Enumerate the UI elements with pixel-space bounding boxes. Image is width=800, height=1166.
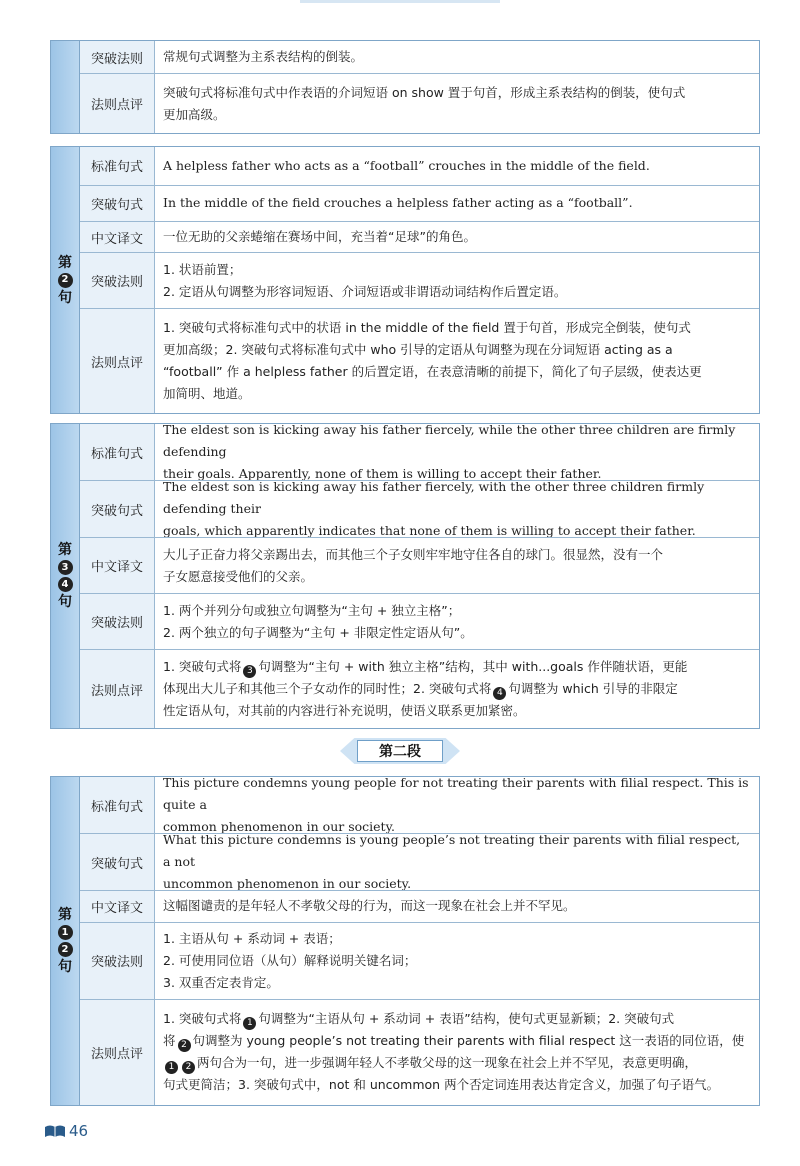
row-content: 常规句式调整为主系表结构的倒装。 — [163, 49, 364, 64]
table-row — [80, 922, 759, 999]
sentence-2-table — [50, 146, 760, 414]
table-row — [80, 537, 759, 593]
table-row — [80, 649, 759, 728]
side-label-sentence-1-2: 第 1 2 句 — [51, 777, 80, 1105]
sentence-1-2-table — [50, 776, 760, 1106]
row-content: 一位无助的父亲蜷缩在赛场中间，充当着“足球”的角色。 — [163, 229, 476, 245]
row-content: A helpless father who acts as a “football” crouches in the middle of the field. — [163, 157, 650, 173]
row-content: 1. 突破句式将 3 句调整为“主句 + with 独立主格”结构，其中 with...goals 作伴随状语，更能 体现出大儿子和其他三个子女动作的同时性；2. 突破句式将 4 句调整为 which 引导的非限定 性定语从句，对其前的内容进行补充说明，使语义联系更加紧密。 — [163, 659, 688, 719]
table-row — [80, 41, 759, 73]
row-label: 突破法则 — [80, 594, 155, 649]
row-content: The eldest son is kicking away his father fiercely, with the other three children firmly defending their goals, which apparently indicates that none of them is willing to accept their father. — [163, 479, 705, 538]
row-label: 中文译文 — [80, 538, 155, 593]
top-decoration — [300, 0, 500, 3]
row-label: 中文译文 — [80, 222, 155, 252]
row-content: 大儿子正奋力将父亲踢出去，而其他三个子女则牢牢地守住各自的球门。很显然，没有一个 子女愿意接受他们的父亲。 — [163, 546, 664, 584]
side-label-empty — [51, 41, 80, 133]
row-content: 1. 突破句式将 1 句调整为“主语从句 + 系动词 + 表语”结构，使句式更显新颖；2. 突破句式 将 2 句调整为 young people’s not treating their parents with filial respect 这一表语的同位语，使 1 2 两句合为一句，进一步强调年轻人不孝敬父母的这一现象在社会上并不罕见，表意更明确， 句式更简洁；3. 突破句式中，not 和 uncommon 两个否定词连用表达肯定含义，加强了句子语气。 — [163, 1011, 745, 1093]
row-content: 1. 状语前置； 2. 定语从句调整为形容词短语、介词短语或非谓语动词结构作后置定语。 — [163, 261, 567, 299]
table-row — [80, 221, 759, 252]
row-label: 法则点评 — [80, 74, 155, 133]
table-row — [80, 777, 759, 833]
table-row — [80, 185, 759, 222]
circled-number: 1 — [243, 1017, 256, 1030]
table-row — [80, 73, 759, 133]
row-label: 标准句式 — [80, 147, 155, 185]
row-label: 标准句式 — [80, 424, 155, 480]
row-label: 突破法则 — [80, 253, 155, 308]
row-label: 突破句式 — [80, 834, 155, 890]
table-row — [80, 890, 759, 922]
row-label: 法则点评 — [80, 309, 155, 413]
table-row — [80, 480, 759, 537]
section-title: 第二段 — [340, 738, 460, 764]
circled-number: 1 — [58, 925, 73, 940]
row-label: 中文译文 — [80, 891, 155, 922]
row-content: In the middle of the field crouches a helpless father acting as a “football”. — [163, 195, 633, 211]
circled-number: 4 — [58, 577, 73, 592]
table-row — [80, 252, 759, 308]
row-label: 法则点评 — [80, 1000, 155, 1105]
circled-number: 2 — [178, 1039, 191, 1052]
row-label: 标准句式 — [80, 777, 155, 833]
row-label: 突破法则 — [80, 923, 155, 999]
circled-number: 3 — [58, 560, 73, 575]
circled-number: 4 — [493, 687, 506, 700]
row-content: What this picture condemns is young people’s not treating their parents with filial respect, a not uncommon phenomenon in our society. — [163, 832, 741, 891]
table-row — [80, 593, 759, 649]
rule-table-continued — [50, 40, 760, 134]
side-label-sentence-3-4: 第 3 4 句 — [51, 424, 80, 728]
row-label: 突破法则 — [80, 41, 155, 73]
row-label: 突破句式 — [80, 186, 155, 222]
row-content: 这幅图谴责的是年轻人不孝敬父母的行为，而这一现象在社会上并不罕见。 — [163, 898, 576, 914]
row-content: 1. 突破句式将标准句式中的状语 in the middle of the field 置于句首，形成完全倒装，使句式 更加高级；2. 突破句式将标准句式中 who 引导的定语从句调整为现在分词短语 acting as a “football” 作 a helpless father 的后置定语，在表意清晰的前提下，简化了句子层级，使表达更 加简明、地道。 — [163, 320, 702, 402]
row-content: The eldest son is kicking away his father fiercely, while the other three children are firmly defending their goals. Apparently, none of them is willing to accept their father. — [163, 422, 736, 481]
row-content: 1. 两个并列分句或独立句调整为“主句 + 独立主格”； 2. 两个独立的句子调整为“主句 + 非限定性定语从句”。 — [163, 602, 473, 640]
circled-number: 2 — [58, 942, 73, 957]
book-icon — [44, 1124, 66, 1138]
row-content: 1. 主语从句 + 系动词 + 表语； 2. 可使用同位语（从句）解释说明关键名词； 3. 双重否定表肯定。 — [163, 930, 417, 990]
row-content: 突破句式将标准句式中作表语的介词短语 on show 置于句首，形成主系表结构的倒装，使句式 更加高级。 — [163, 84, 686, 122]
table-row — [80, 999, 759, 1105]
page-number: 46 — [44, 1122, 88, 1140]
row-content: This picture condemns young people for not treating their parents with filial respect. This is quite a common phenomenon in our society. — [163, 775, 749, 834]
row-label: 突破句式 — [80, 481, 155, 537]
circled-number: 2 — [182, 1061, 195, 1074]
table-row — [80, 308, 759, 413]
side-label-sentence-2: 第 2 句 — [51, 147, 80, 413]
circled-number: 3 — [243, 665, 256, 678]
table-row — [80, 424, 759, 480]
sentence-3-4-table — [50, 423, 760, 729]
table-row — [80, 147, 759, 185]
circled-number: 1 — [165, 1061, 178, 1074]
table-row — [80, 833, 759, 890]
circled-number: 2 — [58, 273, 73, 288]
row-label: 法则点评 — [80, 650, 155, 728]
